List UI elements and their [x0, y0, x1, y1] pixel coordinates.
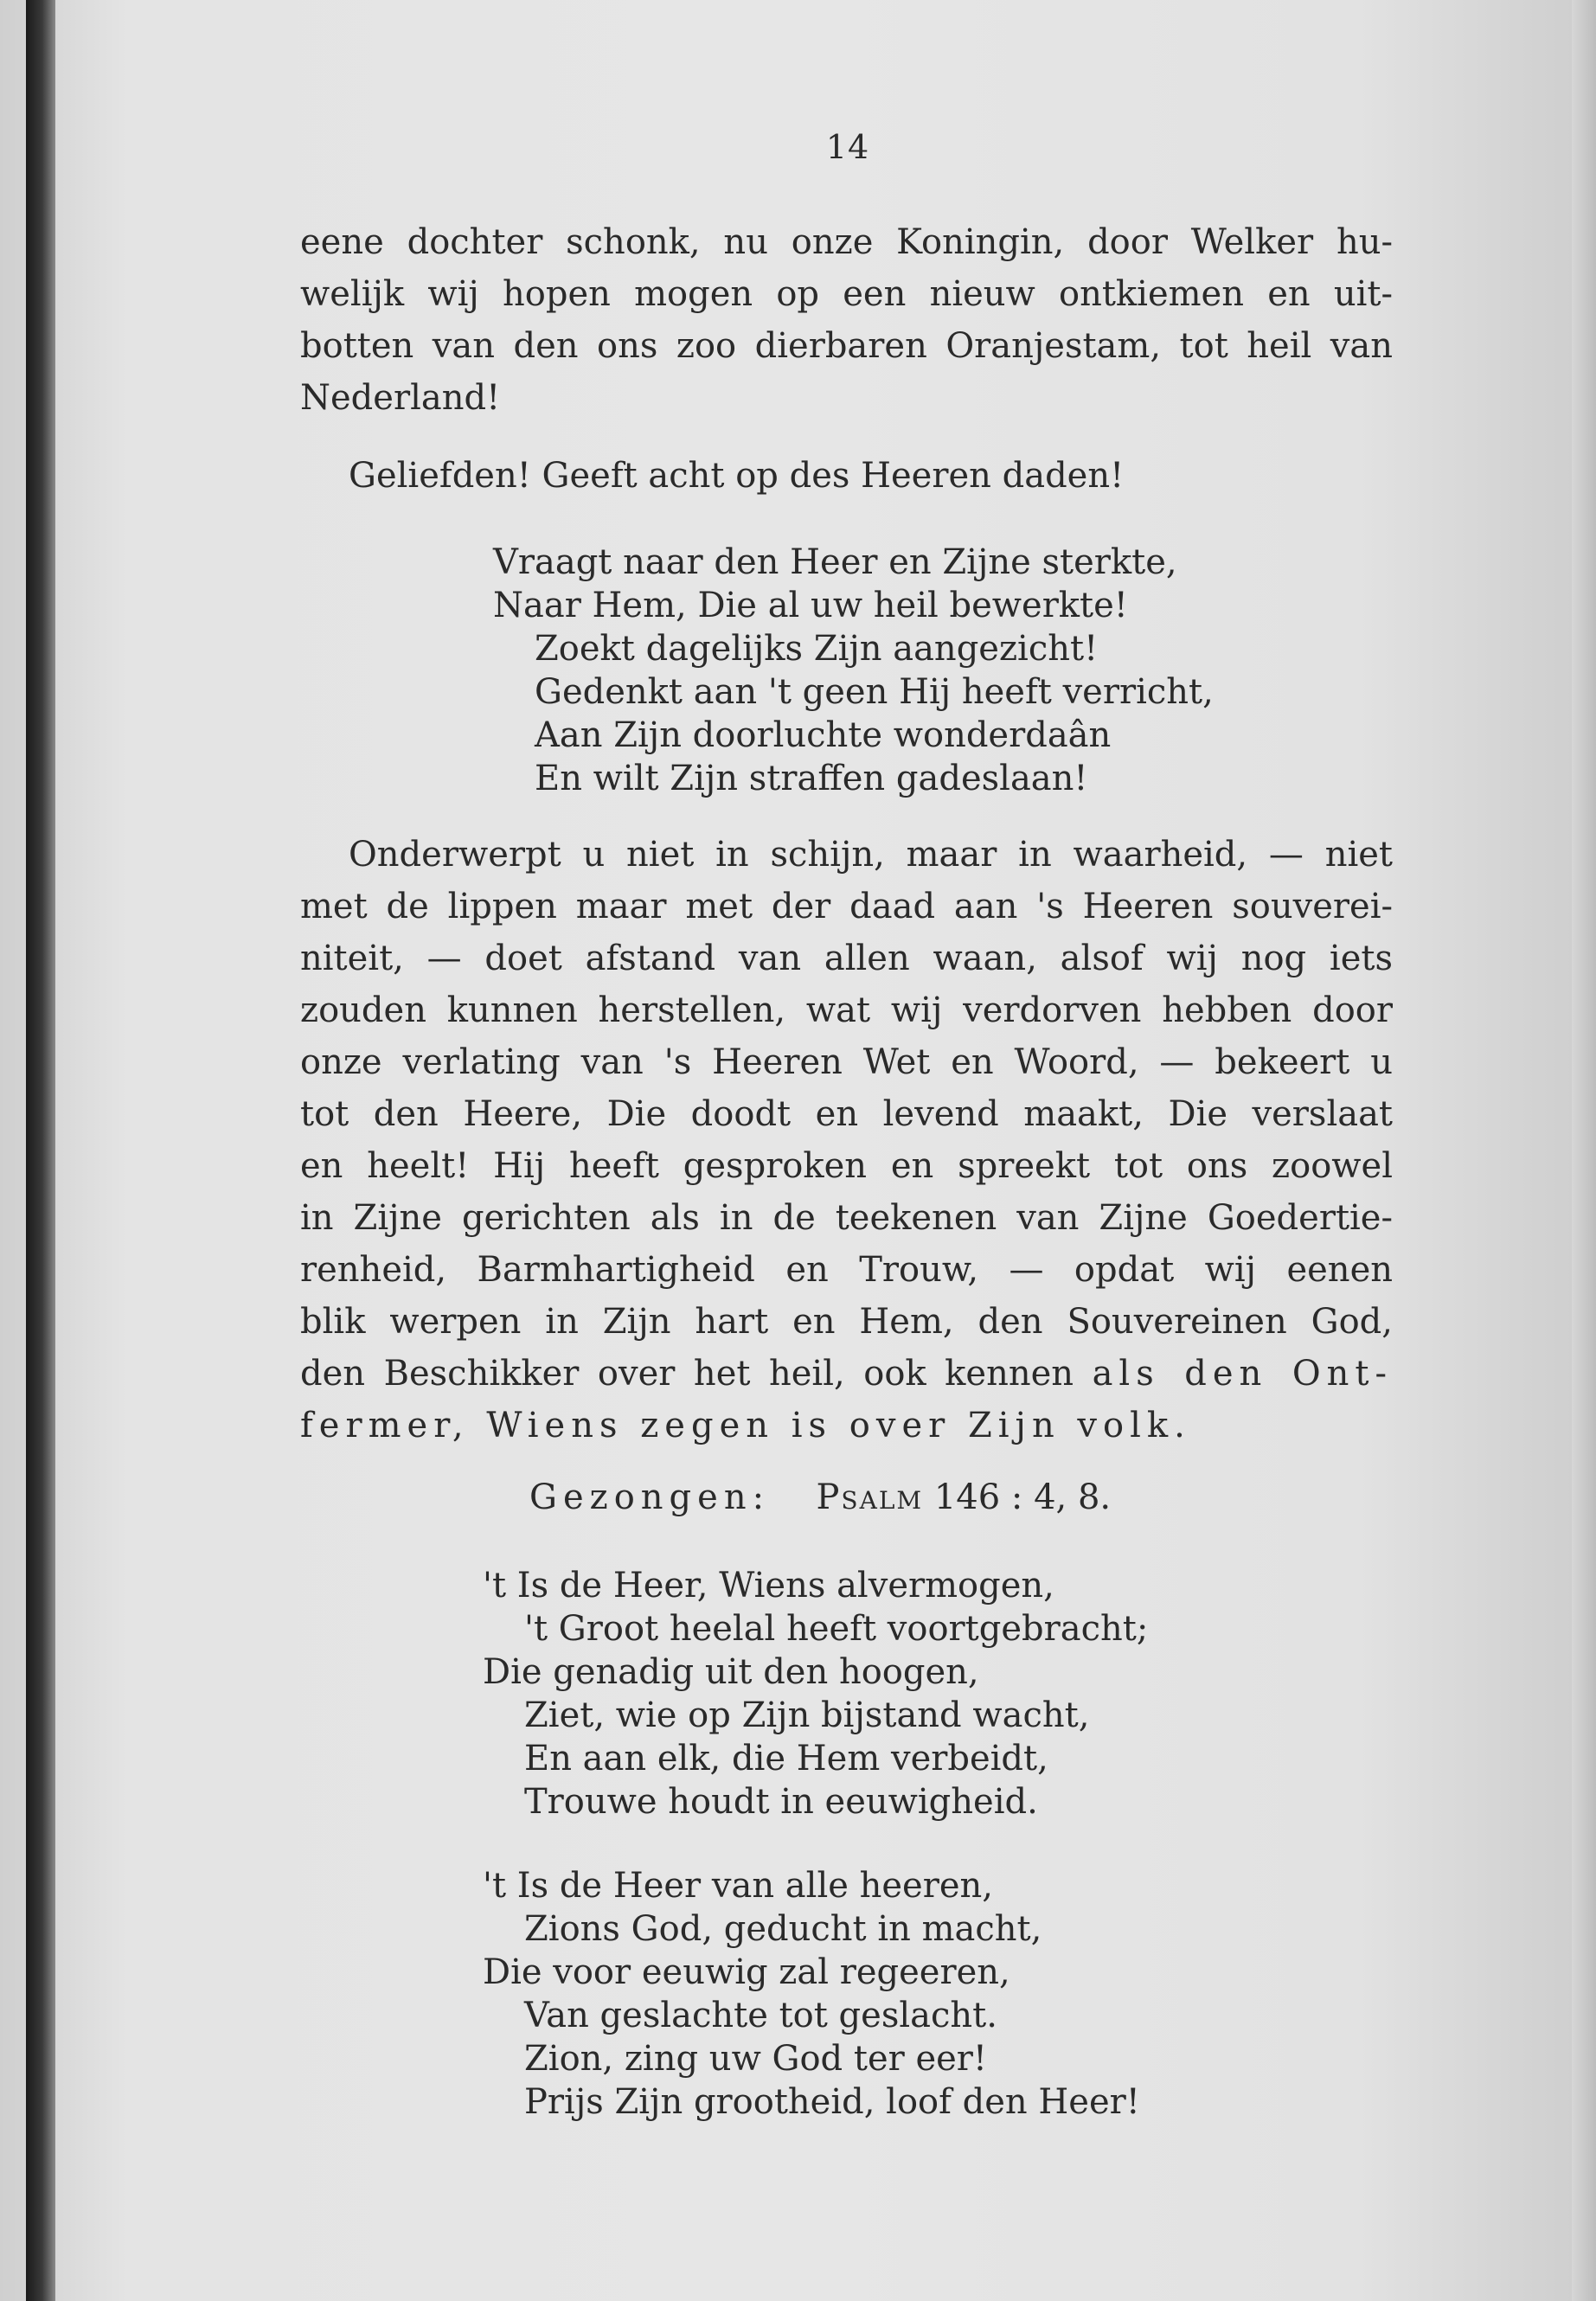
paragraph-line: Onderwerpt u niet in schijn, maar in waarheid, — niet — [349, 835, 1393, 875]
sung-heading — [529, 1477, 1111, 1517]
stanza-line: Die genadig uit den hoogen, — [483, 1652, 979, 1692]
verse-line: Vraagt naar den Heer en Zijne sterkte, — [493, 542, 1177, 582]
paragraph-line: Nederland! — [300, 378, 501, 418]
stanza-1 — [483, 1564, 1148, 1823]
stanza-line: 't Is de Heer van alle heeren, — [483, 1866, 993, 1906]
paragraph-line: welijk wij hopen mogen op een nieuw ontkiemen en uit- — [300, 274, 1393, 314]
page-number: 14 — [825, 128, 870, 166]
paragraph-line: renheid, Barmhartigheid en Trouw, — opdat wij eenen — [300, 1250, 1393, 1290]
paragraph-1 — [300, 216, 1393, 424]
paragraph-line: zouden kunnen herstellen, wat wij verdorven hebben door — [300, 990, 1393, 1030]
stanza-line: Zions God, geducht in macht, — [524, 1909, 1042, 1949]
exhortation-line: Geliefden! Geeft acht op des Heeren daden! — [349, 456, 1125, 496]
spaced-emphasis-text: als den Ont- — [1092, 1354, 1393, 1394]
stanza-2 — [483, 1864, 1140, 2124]
book-spine-shadow — [26, 0, 55, 2301]
paragraph-line: met de lippen maar met der daad aan 's Heeren souverei- — [300, 887, 1393, 926]
verse-line: Zoekt dagelijks Zijn aangezicht! — [535, 629, 1099, 669]
paragraph-line-mixed — [300, 1348, 1393, 1400]
normal-text: den Beschikker over het heil, ook kennen — [300, 1354, 1093, 1394]
verse-line: Aan Zijn doorluchte wonderdaân — [535, 715, 1112, 755]
paragraph-line: botten van den ons zoo dierbaren Oranjestam, tot heil van — [300, 326, 1393, 366]
verse-1 — [493, 541, 1214, 800]
verse-line: En wilt Zijn straffen gadeslaan! — [535, 759, 1088, 798]
psalm-label: Psalm — [816, 1477, 924, 1517]
stanza-line: Trouwe houdt in eeuwigheid. — [524, 1782, 1038, 1822]
stanza-line: Prijs Zijn grootheid, loof den Heer! — [524, 2082, 1140, 2122]
paragraph-line: onze verlating van 's Heeren Wet en Woord, — bekeert u — [300, 1042, 1393, 1082]
stanza-line: Die voor eeuwig zal regeeren, — [483, 1952, 1010, 1992]
stanza-line: En aan elk, die Hem verbeidt, — [524, 1739, 1048, 1779]
stanza-line: Van geslachte tot geslacht. — [524, 1996, 997, 2035]
paragraph-line: eene dochter schonk, nu onze Koningin, door Welker hu- — [300, 222, 1393, 262]
stanza-line: Zion, zing uw God ter eer! — [524, 2039, 987, 2079]
paragraph-line: tot den Heere, Die doodt en levend maakt, Die verslaat — [300, 1094, 1393, 1134]
stanza-line: 't Groot heelal heeft voortgebracht; — [524, 1609, 1149, 1649]
verse-line: Naar Hem, Die al uw heil bewerkte! — [493, 586, 1128, 625]
stanza-line: 't Is de Heer, Wiens alvermogen, — [483, 1566, 1054, 1606]
psalm-reference: 146 : 4, 8. — [933, 1477, 1112, 1517]
paragraph-2 — [300, 829, 1393, 1452]
stanza-line: Ziet, wie op Zijn bijstand wacht, — [524, 1695, 1090, 1735]
sung-label: Gezongen: — [529, 1477, 771, 1517]
page-edge — [1572, 0, 1596, 2301]
paragraph-line: en heelt! Hij heeft gesproken en spreekt tot ons zoowel — [300, 1146, 1393, 1186]
paragraph-line: blik werpen in Zijn hart en Hem, den Souvereinen God, — [300, 1302, 1393, 1342]
paragraph-line-spaced: fermer, Wiens zegen is over Zijn volk. — [300, 1406, 1191, 1445]
paragraph-line: niteit, — doet afstand van allen waan, alsof wij nog iets — [300, 939, 1393, 978]
paragraph-line: in Zijne gerichten als in de teekenen van Zijne Goedertie- — [300, 1198, 1393, 1238]
exhortation — [300, 450, 1393, 502]
verse-line: Gedenkt aan 't geen Hij heeft verricht, — [535, 672, 1214, 712]
